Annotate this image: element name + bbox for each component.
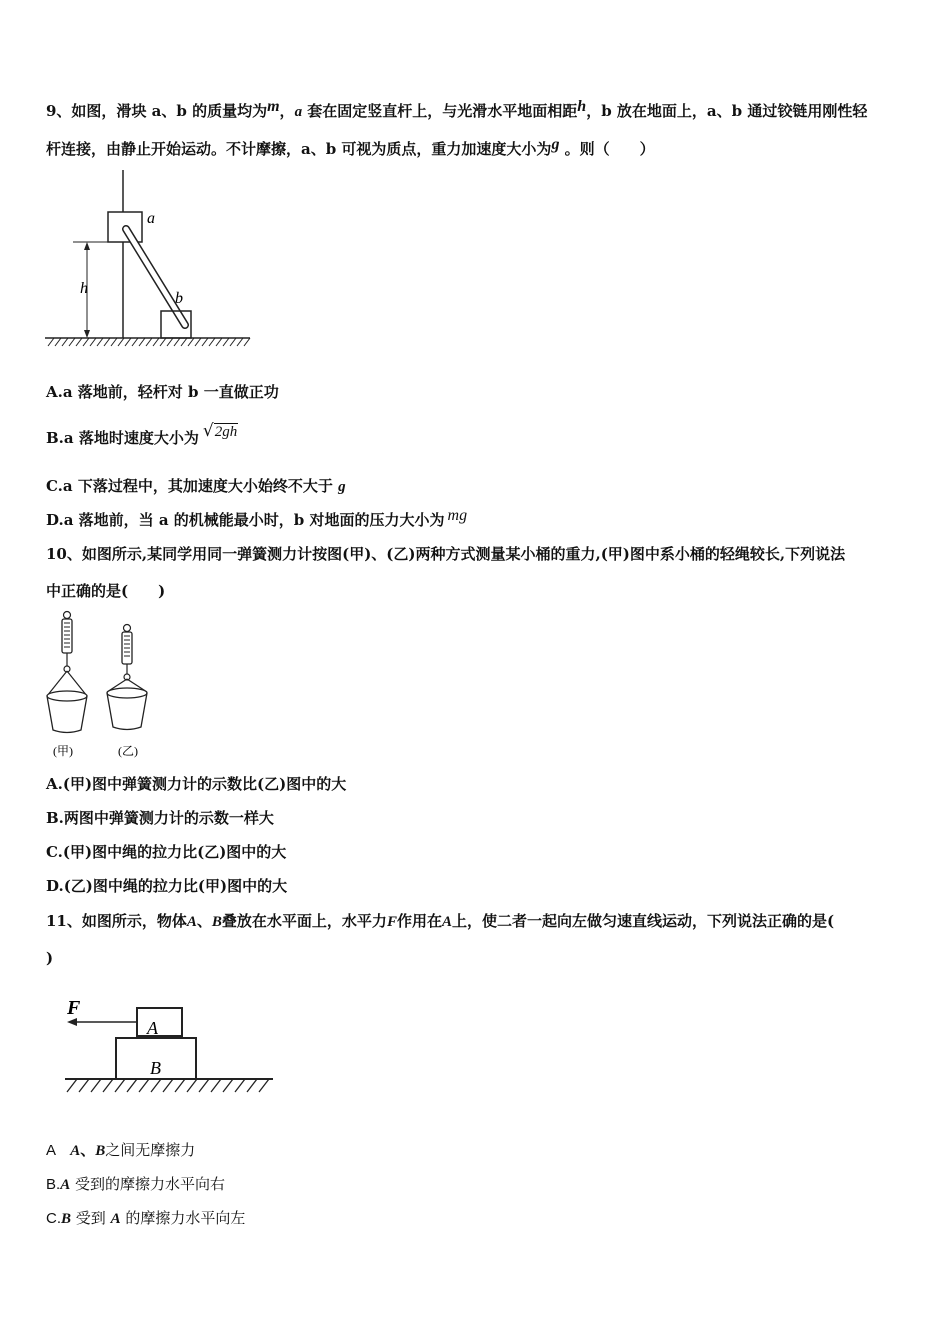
q10-option-c[interactable] — [46, 842, 286, 862]
q11-text: 、 — [80, 1141, 96, 1159]
q11-option-b-prefix: B. — [46, 1176, 61, 1193]
ground-hatch — [48, 338, 250, 346]
q9-var-g: g — [551, 136, 560, 153]
sqrt-radicand: 2gh — [214, 424, 238, 440]
q11-option-c[interactable] — [46, 1208, 245, 1229]
q10-option-d-text: D.(乙)图中绳的拉力比(甲)图中的大 — [46, 877, 288, 895]
q11-var-F: F — [386, 914, 397, 930]
label-yi: (乙) — [118, 744, 138, 758]
q9-option-b[interactable] — [46, 421, 238, 449]
q11-var-A: A — [110, 1211, 121, 1227]
label-A: A — [147, 1018, 158, 1038]
q10-option-d[interactable] — [46, 876, 287, 896]
q11-var-B: B — [61, 1211, 72, 1227]
q10-stem-line2 — [46, 581, 165, 601]
label-B: B — [150, 1058, 161, 1078]
q11-option-a-prefix: A — [46, 1142, 71, 1159]
q9-option-a[interactable] — [46, 382, 279, 402]
q10-option-a[interactable] — [46, 774, 346, 794]
q9-option-a-text: A.a 落地前，轻杆对 b 一直做正功 — [46, 383, 279, 401]
q11-var-B: B — [95, 1143, 106, 1159]
q10-option-b-text: B.两图中弹簧测力计的示数一样大 — [46, 809, 274, 827]
q9-option-c[interactable] — [46, 476, 346, 497]
q11-option-b-text: 受到的摩擦力水平向右 — [74, 1175, 225, 1193]
q9-option-d[interactable] — [46, 507, 468, 531]
q11-option-a[interactable] — [46, 1140, 195, 1161]
q9-stem-line1 — [46, 98, 868, 122]
q11-stem-line1 — [46, 911, 834, 932]
q11-text: 、 — [196, 912, 212, 930]
q11-var-A: A — [441, 914, 452, 930]
q11-var-A: A — [60, 1177, 71, 1193]
q11-option-c-prefix: C. — [46, 1210, 61, 1227]
q11-text: 叠放在水平面上，水平力 — [221, 912, 387, 930]
height-arrow-bottom — [84, 330, 90, 338]
q9-option-c-text: C.a 下落过程中，其加速度大小始终不大于 — [46, 477, 333, 495]
q9-text: 杆连接，由静止开始运动。不计摩擦，a、b 可视为质点，重力加速度大小为 — [46, 140, 552, 158]
q10-stem-line1 — [46, 544, 845, 564]
q10-option-a-text: A.(甲)图中弹簧测力计的示数比(乙)图中的大 — [46, 775, 347, 793]
label-F: F — [67, 997, 81, 1019]
q10-option-c-text: C.(甲)图中绳的拉力比(乙)图中的大 — [46, 843, 287, 861]
q9-var-g: g — [338, 479, 346, 495]
q11-var-B: B — [211, 914, 222, 930]
q9-text: 套在固定竖直杆上，与光滑水平地面相距 — [302, 102, 578, 120]
q9-text: 9、如图，滑块 a、b 的质量均为 — [46, 102, 268, 120]
q11-text: 作用在 — [396, 912, 442, 930]
q11-var-A: A — [70, 1143, 81, 1159]
hook-ring — [124, 625, 131, 632]
force-arrowhead — [67, 1018, 77, 1026]
q9-var-mg: mg — [447, 507, 468, 524]
q10-text: 10、如图所示,某同学用同一弹簧测力计按图(甲)、(乙)两种方式测量某小桶的重力,(甲)图中系小桶的轻绳较长,下列说法 — [46, 545, 846, 563]
sqrt-expression — [203, 421, 238, 442]
q9-figure — [40, 165, 260, 355]
q10-figure — [40, 608, 160, 763]
hook-ring — [64, 612, 71, 619]
q11-text: ) — [46, 949, 54, 967]
label-jia: (甲) — [53, 744, 73, 758]
q9-option-d-text: D.a 落地前，当 a 的机械能最小时，b 对地面的压力大小为 — [46, 511, 445, 529]
q11-stem-line2 — [46, 948, 53, 968]
q9-option-b-text: B.a 落地时速度大小为 — [46, 429, 199, 447]
q11-option-a-text: 之间无摩擦力 — [105, 1141, 196, 1159]
label-a: a — [147, 210, 155, 227]
q11-option-c-text: 受到 — [75, 1209, 106, 1227]
bucket-rim — [107, 688, 147, 698]
label-h: h — [80, 280, 88, 297]
q11-text: 上，使二者一起向左做匀速直线运动，下列说法正确的是( — [451, 912, 835, 930]
q11-text: 11、如图所示，物体 — [46, 912, 187, 930]
q9-stem-line2 — [46, 136, 655, 160]
q11-var-A: A — [186, 914, 197, 930]
q10-text: 中正确的是( ) — [46, 582, 166, 600]
label-b: b — [175, 290, 183, 307]
spring-scale-jia — [62, 619, 72, 653]
q9-var-h: h — [577, 98, 587, 115]
q9-text: ，b 放在地面上，a、b 通过铰链用刚性轻 — [586, 102, 868, 120]
setup-jia — [47, 612, 87, 759]
setup-yi — [107, 625, 147, 759]
q9-var-a: a — [294, 104, 303, 120]
q11-option-b[interactable] — [46, 1174, 225, 1195]
q9-var-m: m — [267, 98, 280, 115]
q10-option-b[interactable] — [46, 808, 274, 828]
bucket-rim — [47, 691, 87, 701]
sqrt-radical-icon: √ — [202, 421, 214, 441]
q11-figure — [55, 992, 280, 1102]
block-A — [137, 1008, 182, 1036]
height-arrow-top — [84, 242, 90, 250]
ground-hatch — [67, 1079, 269, 1092]
q9-text: 。则（ ） — [559, 140, 655, 158]
q9-text: ， — [279, 102, 295, 120]
q11-option-c-text: 的摩擦力水平向左 — [125, 1209, 246, 1227]
